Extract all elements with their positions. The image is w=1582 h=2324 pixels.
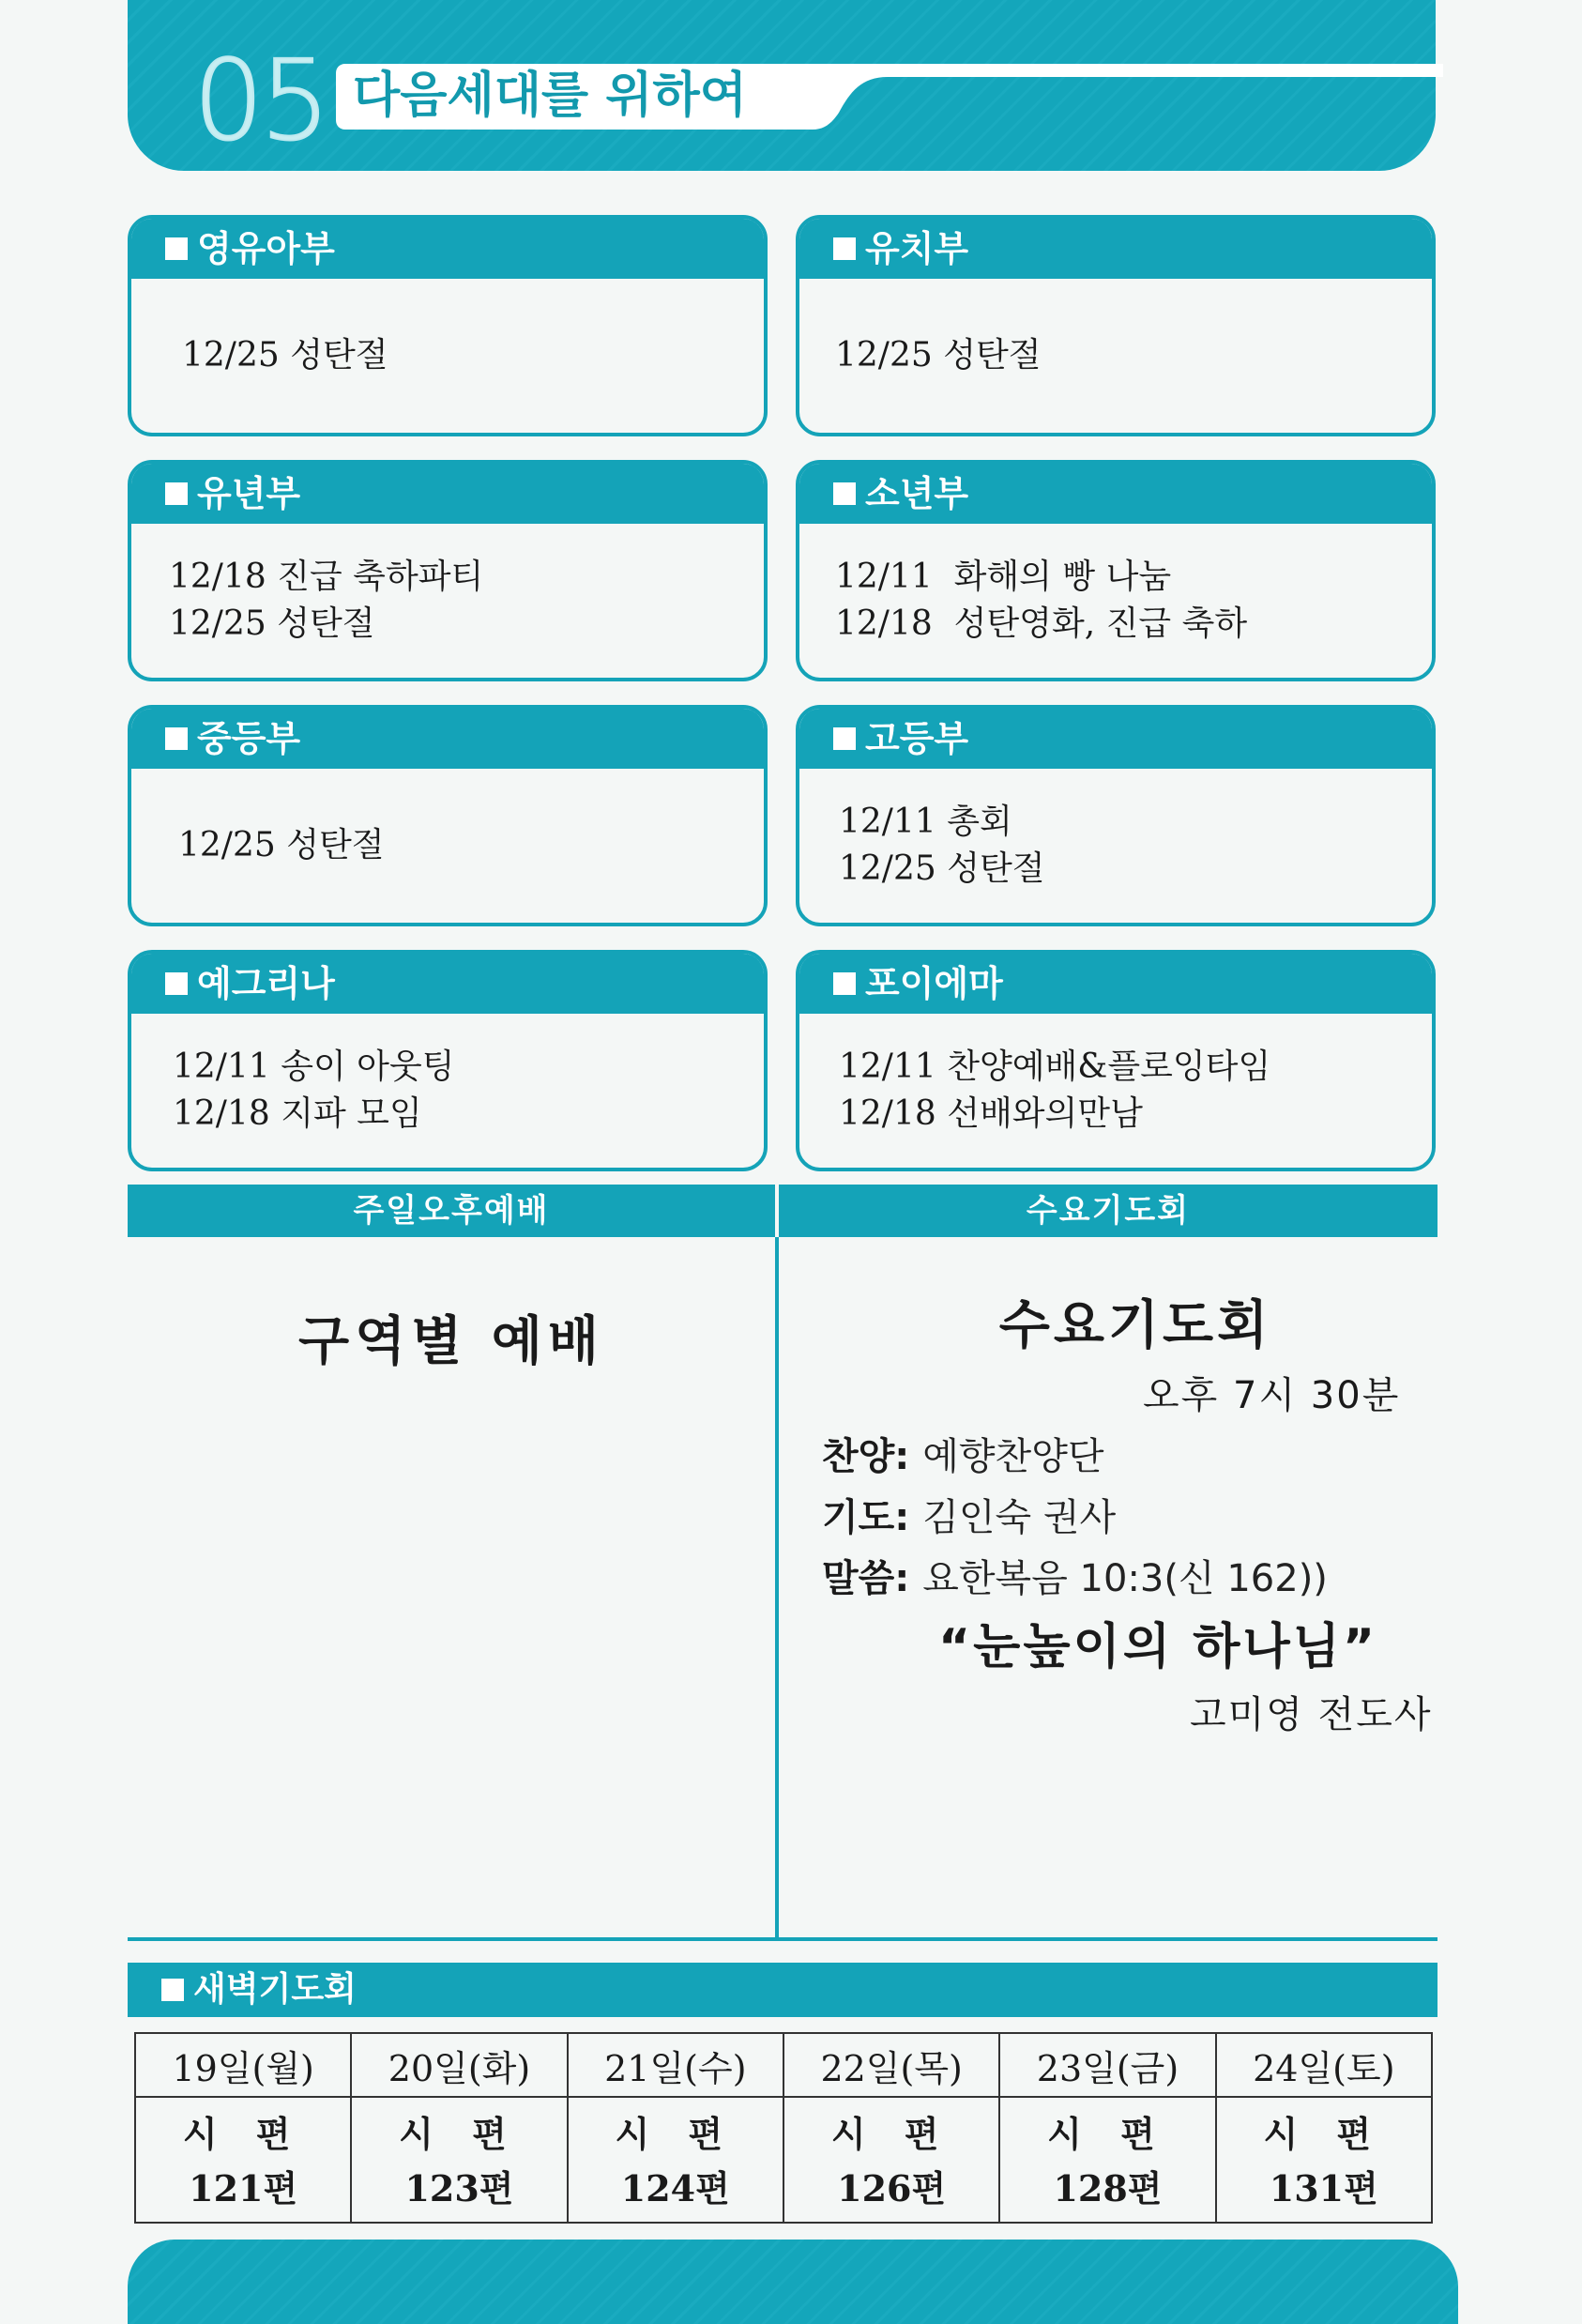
section-title-pill bbox=[336, 64, 1443, 130]
table-row bbox=[135, 2097, 1432, 2223]
card-infant bbox=[128, 215, 768, 436]
card-title: 유치부 bbox=[865, 228, 969, 269]
card-poiema bbox=[796, 950, 1436, 1171]
wednesday-heading: 수요기도회 bbox=[779, 1185, 1437, 1237]
chapter-value: 131편 bbox=[1269, 2167, 1378, 2209]
wednesday-time: 오후 7시 30분 bbox=[1143, 1374, 1401, 1417]
card-line: 12/18 선배와의만남 bbox=[839, 1094, 1143, 1133]
sunday-afternoon-content: 구역별 예배 bbox=[298, 1311, 604, 1372]
card-line: 12/11 총회 bbox=[839, 803, 1012, 841]
preacher-name: 고미영 전도사 bbox=[1190, 1693, 1433, 1736]
card-title: 포이에마 bbox=[865, 963, 1003, 1004]
book-label: 시 편 bbox=[830, 2113, 952, 2155]
card-line: 12/18 지파 모임 bbox=[173, 1094, 422, 1133]
card-title: 소년부 bbox=[865, 473, 969, 514]
date-cell: 20일(화) bbox=[351, 2033, 567, 2097]
card-line: 12/11 찬양예배&플로잉타임 bbox=[839, 1047, 1271, 1086]
praise-label: 찬양: bbox=[822, 1435, 910, 1478]
prayer-value: 김인숙 권사 bbox=[922, 1496, 1117, 1539]
date-cell: 23일(금) bbox=[999, 2033, 1215, 2097]
card-high-school bbox=[796, 705, 1436, 926]
reading-cell bbox=[568, 2097, 783, 2223]
dawn-prayer-title: 새벽기도회 bbox=[193, 1970, 357, 2009]
date-cell: 21일(수) bbox=[568, 2033, 783, 2097]
book-label: 시 편 bbox=[182, 2113, 304, 2155]
table-row bbox=[135, 2033, 1432, 2097]
prayer-row bbox=[822, 1488, 1116, 1541]
dawn-prayer-heading bbox=[128, 1963, 1437, 2017]
card-yegrina bbox=[128, 950, 768, 1171]
book-label: 시 편 bbox=[1263, 2113, 1385, 2155]
card-line: 12/25 성탄절 bbox=[169, 604, 375, 643]
sermon-label: 말씀: bbox=[822, 1557, 910, 1600]
square-bullet-icon bbox=[833, 972, 856, 995]
wednesday-title: 수요기도회 bbox=[998, 1295, 1272, 1356]
square-bullet-icon bbox=[161, 1979, 184, 2001]
book-label: 시 편 bbox=[1047, 2113, 1168, 2155]
reading-cell bbox=[351, 2097, 567, 2223]
sunday-afternoon-heading: 주일오후예배 bbox=[128, 1185, 775, 1237]
square-bullet-icon bbox=[165, 972, 188, 995]
book-label: 시 편 bbox=[615, 2113, 737, 2155]
reading-cell bbox=[135, 2097, 351, 2223]
reading-cell bbox=[1216, 2097, 1432, 2223]
section-divider bbox=[128, 1937, 1437, 1941]
card-line: 12/25 성탄절 bbox=[182, 336, 388, 375]
chapter-value: 128편 bbox=[1053, 2167, 1163, 2209]
card-title: 예그리나 bbox=[197, 963, 335, 1004]
card-title: 중등부 bbox=[197, 718, 301, 759]
date-cell: 22일(목) bbox=[783, 2033, 999, 2097]
date-cell: 24일(토) bbox=[1216, 2033, 1432, 2097]
chapter-value: 121편 bbox=[189, 2167, 298, 2209]
sermon-title: “눈높이의 하나님” bbox=[938, 1619, 1378, 1675]
section-header bbox=[128, 0, 1436, 171]
card-title: 고등부 bbox=[865, 718, 969, 759]
square-bullet-icon bbox=[165, 482, 188, 505]
section-number: 05 bbox=[193, 36, 327, 165]
chapter-value: 124편 bbox=[620, 2167, 730, 2209]
chapter-value: 123편 bbox=[404, 2167, 514, 2209]
section-title: 다음세대를 위하여 bbox=[353, 68, 747, 124]
page-footer-band bbox=[128, 2240, 1458, 2324]
card-line: 12/18 진급 축하파티 bbox=[169, 558, 484, 596]
reading-cell bbox=[999, 2097, 1215, 2223]
card-line: 12/18 성탄영화, 진급 축하 bbox=[835, 604, 1248, 643]
card-kindergarten bbox=[796, 215, 1436, 436]
card-middle-school bbox=[128, 705, 768, 926]
prayer-label: 기도: bbox=[822, 1496, 910, 1539]
card-upper-elementary bbox=[796, 460, 1436, 681]
card-line: 12/25 성탄절 bbox=[839, 849, 1045, 888]
card-line: 12/25 성탄절 bbox=[835, 336, 1042, 375]
square-bullet-icon bbox=[833, 482, 856, 505]
reading-cell bbox=[783, 2097, 999, 2223]
square-bullet-icon bbox=[165, 237, 188, 260]
sermon-row bbox=[822, 1549, 1328, 1602]
scripture-value: 요한복음 10:3(신 162)) bbox=[922, 1557, 1328, 1600]
card-title: 유년부 bbox=[197, 473, 301, 514]
square-bullet-icon bbox=[165, 727, 188, 750]
square-bullet-icon bbox=[833, 727, 856, 750]
card-line: 12/25 성탄절 bbox=[178, 826, 385, 864]
chapter-value: 126편 bbox=[837, 2167, 947, 2209]
square-bullet-icon bbox=[833, 237, 856, 260]
card-line: 12/11 송이 아웃팅 bbox=[173, 1047, 455, 1086]
dawn-prayer-table bbox=[134, 2032, 1433, 2224]
praise-row bbox=[822, 1427, 1103, 1480]
card-lower-elementary bbox=[128, 460, 768, 681]
date-cell: 19일(월) bbox=[135, 2033, 351, 2097]
praise-value: 예향찬양단 bbox=[922, 1435, 1104, 1478]
card-line: 12/11 화해의 빵 나눔 bbox=[835, 558, 1172, 596]
card-title: 영유아부 bbox=[197, 228, 335, 269]
book-label: 시 편 bbox=[399, 2113, 520, 2155]
